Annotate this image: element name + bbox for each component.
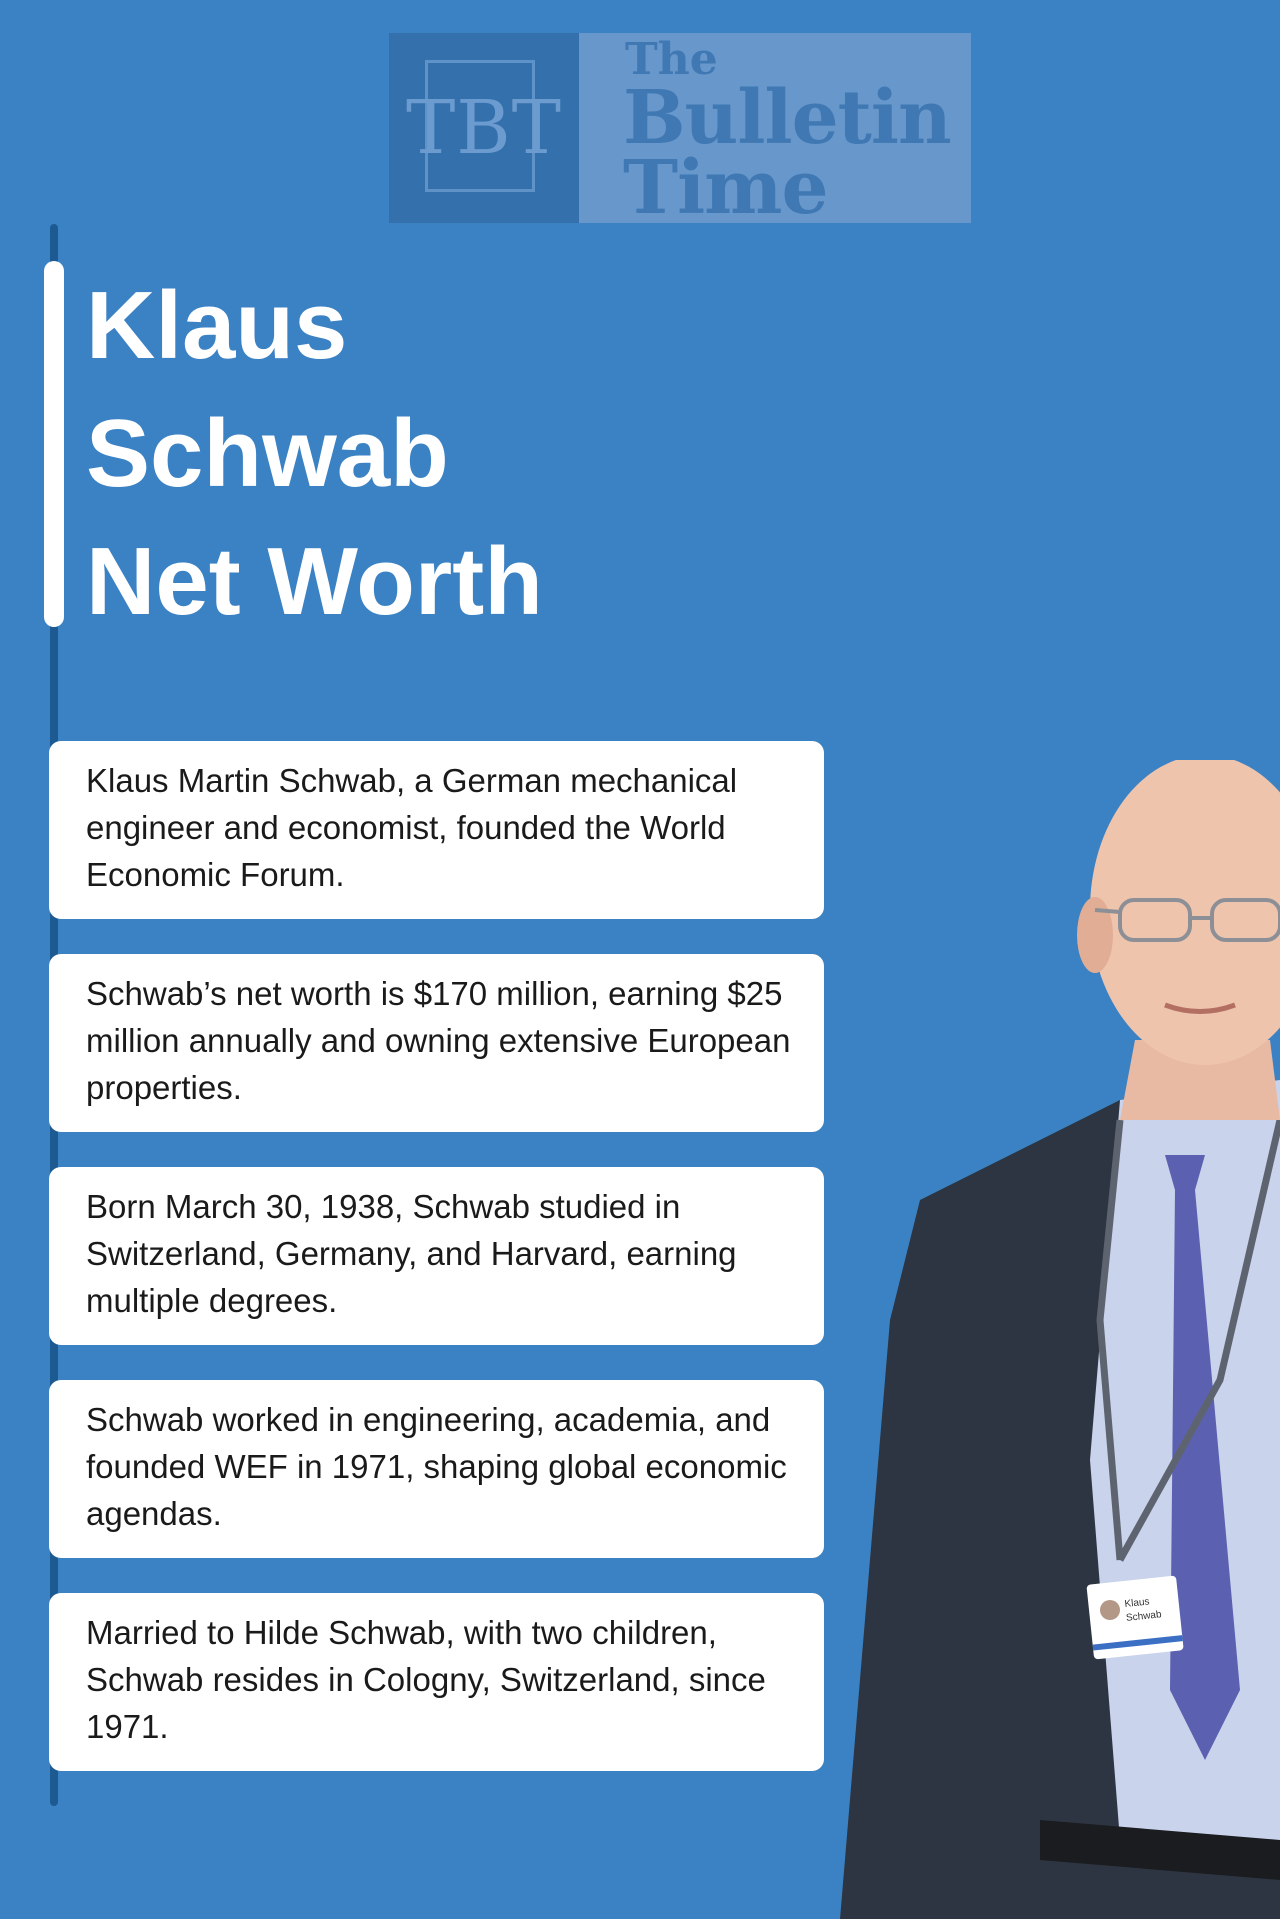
portrait-badge-photo — [1100, 1600, 1120, 1620]
logo-monogram: TBT — [405, 85, 563, 171]
fact-card-1: Klaus Martin Schwab, a German mechanical engineer and economist, founded the World Economic Forum. — [49, 741, 824, 919]
fact-cards — [49, 741, 824, 1806]
title-line-2: Schwab — [86, 400, 449, 507]
logo-monogram-block — [389, 33, 579, 223]
title-line-3: Net Worth — [86, 528, 543, 635]
badge-name-line-2: Schwab — [1125, 1609, 1163, 1624]
fact-card-5: Married to Hilde Schwab, with two children, Schwab resides in Cologny, Switzerland, since 1971. — [49, 1593, 824, 1771]
portrait-photo — [820, 760, 1280, 1919]
fact-card-4: Schwab worked in engineering, academia, and founded WEF in 1971, shaping global economic agendas. — [49, 1380, 824, 1558]
fact-card-3: Born March 30, 1938, Schwab studied in Switzerland, Germany, and Harvard, earning multiple degrees. — [49, 1167, 824, 1345]
logo-word-bulletin: Bulletin — [623, 75, 951, 161]
brand-logo — [389, 33, 971, 231]
logo-word-time: Time — [623, 145, 828, 231]
logo-wordmark — [579, 33, 971, 231]
fact-card-2: Schwab’s net worth is $170 million, earning $25 million annually and owning extensive European properties. — [49, 954, 824, 1132]
badge-name-line-1: Klaus — [1124, 1596, 1151, 1610]
title-line-1: Klaus — [86, 272, 348, 379]
logo-word-the: The — [625, 34, 718, 85]
portrait-ear — [1077, 897, 1113, 973]
page-title — [86, 262, 543, 646]
title-accent-bar — [44, 261, 64, 627]
